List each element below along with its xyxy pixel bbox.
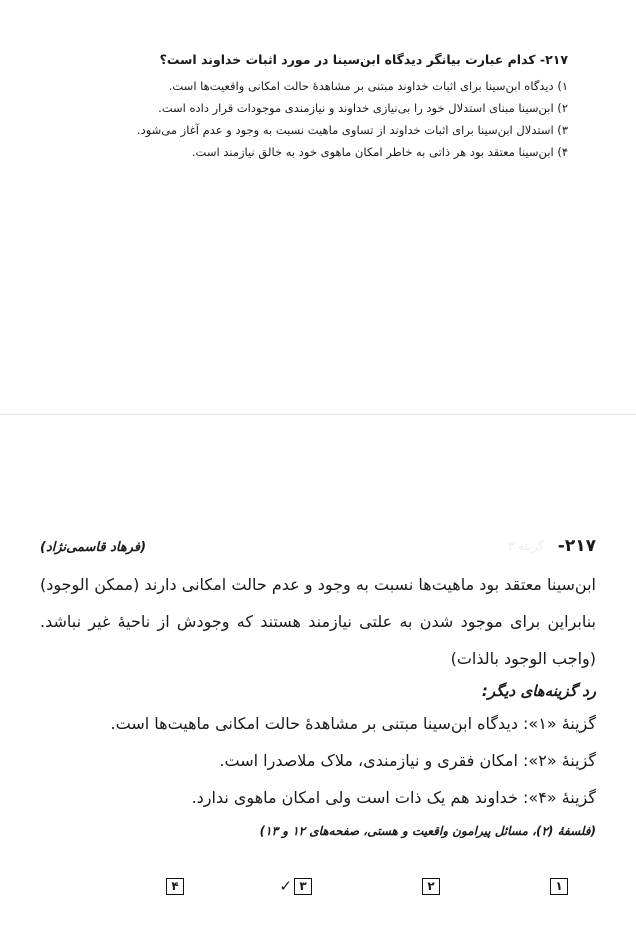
answer-choices <box>68 876 568 898</box>
answer-block <box>40 536 596 844</box>
page-divider <box>0 414 636 415</box>
answer-reference: (فلسفهٔ (۲)، مسائل پیرامون واقعیت و هستی، صفحه‌های ۱۲ و ۱۳) <box>259 824 596 838</box>
answer-watermark: گزینه ۳ <box>508 539 544 553</box>
question-option-4: ۴) ابن‌سینا معتقد بود هر ذاتی به خاطر امکان ماهوی خود به خالق نیازمند است. <box>191 145 568 159</box>
answer-number: ۲۱۷- <box>557 536 596 556</box>
question-option-1: ۱) دیدگاه ابن‌سینا برای اثبات خداوند مبتنی بر مشاهدهٔ حالت امکانی واقعیت‌ها است. <box>168 79 568 93</box>
choice-3[interactable] <box>279 876 312 896</box>
choice-2-box: ۲ <box>422 878 440 895</box>
check-icon: ✓ <box>279 876 292 895</box>
answer-author: (فرهاد قاسمی‌نژاد) <box>40 540 147 555</box>
choice-1[interactable] <box>550 876 568 896</box>
choice-3-box: ۳ <box>294 878 312 895</box>
choice-2[interactable] <box>422 876 440 896</box>
rejection-option-1: گزینهٔ «۱»: دیدگاه ابن‌سینا مبتنی بر مشاهدهٔ حالت امکانی ماهیت‌ها است. <box>110 714 596 733</box>
choice-1-box: ۱ <box>550 878 568 895</box>
question-option-2: ۲) ابن‌سینا مبنای استدلال خود را بی‌نیازی خداوند و نیازمندی موجودات قرار داده است. <box>158 101 568 115</box>
answer-explanation: ابن‌سینا معتقد بود ماهیت‌ها نسبت به وجود و عدم حالت امکانی دارند (ممکن الوجود) بنابراین برای موجود شدن به علتی نیازمند هستند که وجودش از ناحیهٔ غیر نباشد. (واجب الوجود بالذات) <box>40 575 596 668</box>
answer-header <box>40 536 596 566</box>
question-block <box>68 52 568 163</box>
rejection-heading: رد گزینه‌های دیگر: <box>481 682 596 700</box>
choice-4[interactable] <box>166 876 184 896</box>
choice-4-box: ۴ <box>166 878 184 895</box>
question-title: ۲۱۷- کدام عبارت بیانگر دیدگاه ابن‌سینا در مورد اثبات خداوند است؟ <box>159 52 568 67</box>
rejection-option-2: گزینهٔ «۲»: امکان فقری و نیازمندی، ملاک ملاصدرا است. <box>219 751 596 770</box>
rejection-option-4: گزینهٔ «۴»: خداوند هم یک ذات است ولی امکان ماهوی ندارد. <box>191 788 596 807</box>
question-option-3: ۳) استدلال ابن‌سینا برای اثبات خداوند از تساوی ماهیت نسبت به وجود و عدم آغاز می‌شود. <box>136 123 568 137</box>
